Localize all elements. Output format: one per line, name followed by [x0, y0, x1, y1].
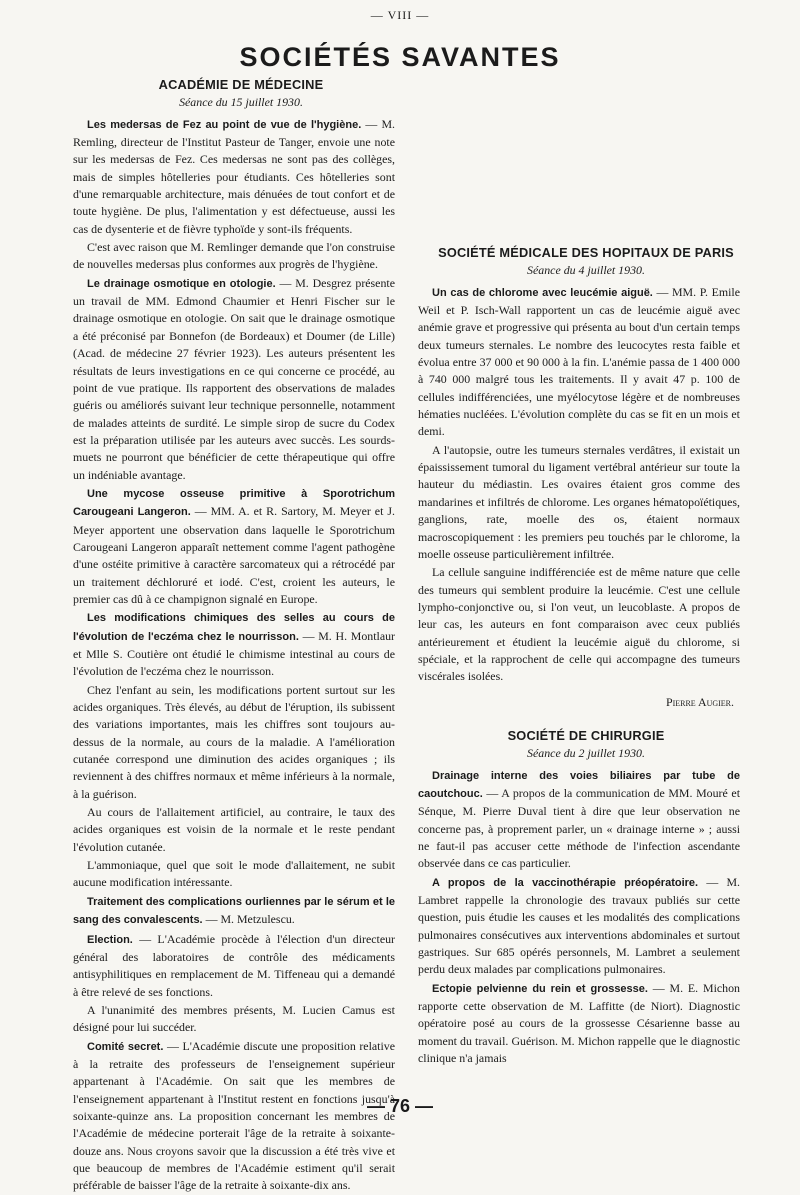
article-text: — A propos de la communication de MM. Mouré et Sénque, M. Pierre Duval tient à dire que leur observation ne concerne pas, à proprement parler, un « drainage interne » ; aussi ne faut-il pas accuser cette méthode de l'infection ascendante observée dans ce cas particulier. [418, 785, 740, 871]
article-drainage-osmotique [73, 275, 395, 484]
article-title: Drainage interne des voies biliaires par tube de caoutchouc. [418, 769, 740, 800]
article-text: — L'Académie discute une proposition relative à la retraite des professeurs de l'enseignement supérieur appartenant à l'Académie. On sait que les membres de l'enseignement appartenant à l'Institut restent en fonctions jusqu'à soixante-quinze ans. La proposition concernant les membres de l'Académie de médecine porterait l'âge de la retraite à soixante-douze ans. Nous croyons savoir que la discussion a été très vive et que beaucoup de membres de l'Académie estiment qu'il serait préférable de baisser l'âge de la retraite à soixante-dix ans. [73, 1038, 395, 1193]
article-eczema [73, 609, 395, 680]
article-drainage-biliaire [418, 767, 740, 873]
left-column [73, 76, 395, 1195]
article-mycose [73, 485, 395, 608]
article-title: Election. [87, 933, 133, 946]
article-text: — MM. P. Emile Weil et P. Isch-Wall rapportent un cas de leucémie aiguë avec anémie grave et progressive qui présenta au bout d'un certain temps deux tumeurs sternales. Le nombre des leucocytes resta faible et évolua entre 37 000 et 90 000 à la fin. L'anémie passa de 1 400 000 à 740 000 malgré tous les traitements. Il y avait 47 p. 100 de cellules indifférenciées, une myélocytose légère et de nombreuses hématies nucléées. L'évolution complète du cas se fit en un mois et demi. [418, 284, 740, 439]
article-text: — M. Remling, directeur de l'Institut Pasteur de Tanger, envoie une note sur les medersas de Fez. Ces medersas ne sont pas des collèges, mais de simples hôtelleries pour étudiants. Ces hôtelleries sont d'une remarquable architecture, mais dénuées de tout confort et de toute hygiène. De plus, l'alimentation y est défectueuse, aussi les cas de dysenterie et de fièvre typhoïde y sont-ils fréquents. [73, 116, 396, 236]
page-title: SOCIÉTÉS SAVANTES [239, 42, 561, 72]
article-text: — M. Metzulescu. [202, 912, 295, 927]
section-heading-chirurgie: SOCIÉTÉ DE CHIRURGIE [507, 727, 665, 743]
section-gap [418, 711, 740, 727]
paragraph: Au cours de l'allaitement artificiel, au contraire, le taux des acides organiques est voisin de la normale et le reste pendant l'évolution cutanée. [73, 805, 395, 854]
paragraph: A l'unanimité des membres présents, M. Lucien Camus est désigné pour lui succéder. [73, 1002, 395, 1035]
paragraph: Chez l'enfant au sein, les modifications portent surtout sur les acides organiques. Très élevés, au début de l'éruption, ils subissent des variations importantes, mais les chiffres sont toujours au-dessus de la normale, au cours de la maladie. A l'amélioration cutanée correspond une diminution des acides organiques ; ils reviennent à des chiffres normaux et même inférieurs à la normale, à la guérison. [73, 682, 395, 801]
session-date-academie: Séance du 15 juillet 1930. [179, 95, 303, 110]
article-title: Ectopie pelvienne du rein et grossesse. [432, 982, 648, 995]
article-title: Traitement des complications ourliennes par le sérum et le sang des convalescents. [73, 895, 395, 927]
article-text: — M. Desgrez présente un travail de MM. Edmond Chaumier et Henri Fischer sur le drainage osmotique en otologie. On sait que le drainage osmotique a été préconisé par Bonnefon (de Bordeaux) et Doumer (de Lille) (Acad. de médecine 27 février 1923). Les auteurs présentent les résultats de leurs investigations en ce qui concerne ce procédé, au point de vue pratique. Ils rapportent des observations de malades guéris ou améliorés suivant leur technique personnelle, notamment de malades atteints de surdité. Le simple sirop de sucre du Codex est la préparation utilisée par les auteurs avec succès. Les sourds-muets ne pourront que bénéficier de cette thérapeutique qui offre un indéniable avantage. [73, 275, 395, 482]
paragraph: La cellule sanguine indifférenciée est de même nature que celle des tumeurs qui semblent produire la leucémie. C'est une cellule lympho-conjonctive ou, si l'on veut, un leucoblaste. A propos de leur cas, les auteurs en font comparaison avec ceux publiés antérieurement et étudient la leucémie aiguë du chlorome, si spéciale, et la rapprochent de celle qui accompagne des tumeurs viscérales isolées. [418, 565, 740, 684]
article-text: — M. E. Michon rapporte cette observation de M. Laffitte (de Niort). Diagnostic opératoire posé au cours de la grossesse Césarienne basse au moment du travail. Guérison. M. Michon rappelle que le diagnostic clinique n'a jamais [418, 980, 740, 1066]
article-title: Le drainage osmotique en otologie. [87, 277, 276, 290]
article-ectopie [418, 980, 740, 1068]
running-head: — VIII — [370, 8, 430, 22]
section-heading-hopitaux: SOCIÉTÉ MÉDICALE DES HOPITAUX DE PARIS [438, 245, 734, 260]
article-complications-ourliennes [73, 893, 395, 930]
article-text: — M. Lambret rappelle la chronologie des travaux publiés sur cette question, puis étudie les causes et les modalités des complications pulmonaires consécutives aux interventions abdominales et surtout gastriques. Sur 685 opérés personnels, M. Lambret a seulement perdu deux malades par complications pulmonaires. [418, 874, 740, 977]
article-title: Une mycose osseuse primitive à Sporotrichum Carougeani Langeron. [73, 487, 395, 519]
article-election [73, 931, 395, 1001]
article-medersas [73, 116, 395, 238]
session-date-chirurgie: Séance du 2 juillet 1930. [527, 746, 645, 761]
article-text: — L'Académie procède à l'élection d'un directeur général des laboratoires de contrôle des médicaments antisyphilitiques en remplacement de M. Tiffeneau qui a demandé à être relevé de ses fonctions. [73, 931, 395, 999]
article-text: — MM. A. et R. Sartory, M. Meyer et J. Meyer apportent une observation dans laquelle le Sporotrichum Carougeani Langeron apparaît nettement comme l'agent pathogène d'une ostéite primitive à caractère sarcomateux qui a rétrocédé par un traitement déchloruré et iodé. C'est, croient les auteurs, le premier cas dû à ce champignon signalé en Europe. [73, 504, 395, 606]
article-title: Comité secret. [87, 1040, 164, 1053]
article-chlorome [418, 284, 740, 441]
paragraph: C'est avec raison que M. Remlinger demande que l'on construise de nouvelles medersas plus conformes aux progrès de l'hygiène. [73, 240, 395, 272]
article-title: Les medersas de Fez au point de vue de l'hygiène. [87, 118, 362, 131]
article-title: Les modifications chimiques des selles au cours de l'évolution de l'eczéma chez le nourrisson. [73, 612, 395, 643]
section-heading-academie: ACADÉMIE DE MÉDECINE [158, 77, 324, 92]
article-title: A propos de la vaccinothérapie préopératoire. [432, 876, 699, 889]
page-number: — 76 — [366, 1096, 434, 1116]
article-text: — M. H. Montlaur et Mlle S. Coutière ont étudié le chimisme intestinal au cours de l'évolution de l'eczéma chez le nourrisson. [73, 628, 396, 679]
right-column [418, 244, 740, 1067]
signature: Pierre Augier. [665, 694, 734, 709]
article-vaccinotherapie [418, 874, 740, 979]
paragraph: L'ammoniaque, quel que soit le mode d'allaitement, ne subit aucune modification intéressante. [73, 858, 395, 890]
paragraph: A l'autopsie, outre les tumeurs sternales verdâtres, il existait un épaississement tumoral du ligament vertébral antérieur sur toute la hauteur du médiastin. Les ovaires étaient gros comme des mandarines et infiltrés de chlorome. Les organes hématopoïétiques, ganglions, rate, moelle des os, étaient normaux macroscopiquement : les premiers peu touchés par le chlorome, la moelle osseuse particulièrement infiltrée. [418, 442, 740, 561]
session-date-hopitaux: Séance du 4 juillet 1930. [527, 263, 645, 278]
article-title: Un cas de chlorome avec leucémie aiguë. [432, 286, 653, 299]
